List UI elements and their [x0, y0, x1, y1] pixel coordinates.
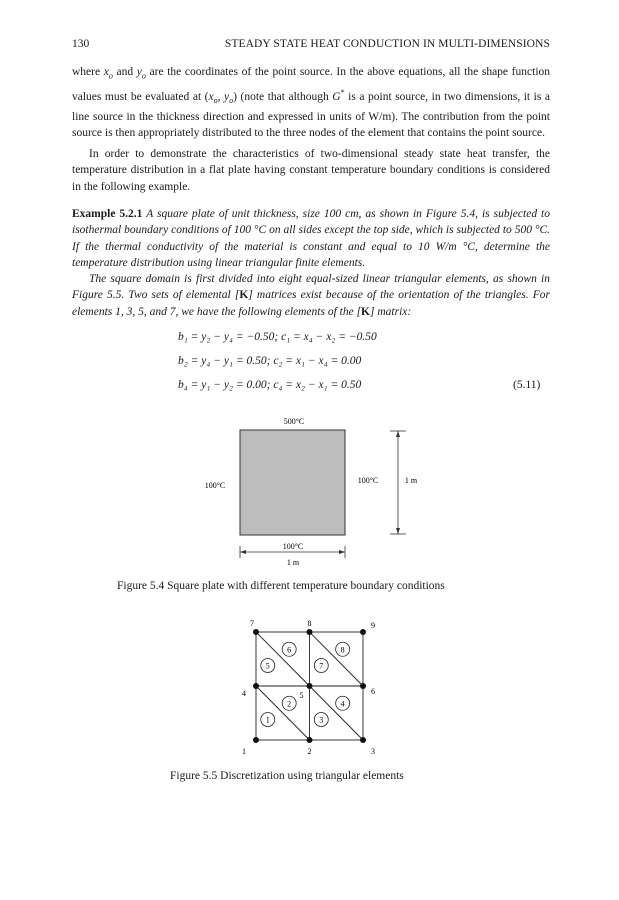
mesh-diagonal-tr: [310, 632, 364, 686]
equation-line-3: b₄ = y₁ − y₂ = 0.00; c₄ = x₂ − x₁ = 0.50: [178, 379, 362, 391]
mesh-node-9: [360, 629, 366, 635]
right-temperature-label: 100°C: [357, 476, 379, 485]
mesh-node-label-1: 1: [242, 747, 246, 756]
width-arrow-right: [339, 550, 345, 554]
element-label-8: 8: [340, 645, 345, 655]
element-label-5: 5: [265, 661, 270, 671]
running-title: STEADY STATE HEAT CONDUCTION IN MULTI-DIMENSIONS: [224, 38, 550, 50]
width-arrow-left: [240, 550, 246, 554]
mesh-node-6: [360, 683, 366, 689]
height-arrow-top: [396, 431, 400, 437]
height-arrow-bottom: [396, 528, 400, 534]
equation-number: (5.11): [513, 379, 541, 391]
mesh-node-1: [253, 737, 259, 743]
mesh-node-7: [253, 629, 259, 635]
width-dimension-label: 1 m: [286, 558, 300, 567]
mesh-node-label-7: 7: [250, 619, 254, 628]
mesh-diagonal-br: [310, 686, 364, 740]
height-dimension-label: 1 m: [404, 476, 418, 485]
mesh-node-4: [253, 683, 259, 689]
equation-line-2: b₂ = y₄ − y₁ = 0.50; c₂ = x₁ − x₄ = 0.00: [178, 355, 362, 367]
bottom-temperature-label: 100°C: [282, 542, 304, 551]
element-label-4: 4: [340, 699, 345, 709]
mesh-node-label-9: 9: [371, 621, 375, 630]
mesh-node-2: [307, 737, 313, 743]
element-label-6: 6: [287, 645, 292, 655]
mesh-diagonal-tl: [256, 632, 310, 686]
element-label-2: 2: [287, 699, 292, 709]
paragraph-domain-division: The square domain is first divided into eight equal-sized linear triangular elements, as shown in Figure 5.5. Two sets of elemental [K] matrices exist because of the orientation of the triangles. For elements 1, 3, 5, and 7, we have the following elements of the [K] matrix:: [72, 273, 550, 318]
element-label-1: 1: [265, 715, 270, 725]
paragraph-intro-example: In order to demonstrate the characteristics of two-dimensional steady state heat transfer, the temperature distribution in a flat plate having constant temperature boundary conditions is considered in the following example.: [72, 148, 550, 193]
example-statement: Example 5.2.1 A square plate of unit thickness, size 100 cm, as shown in Figure 5.4, is subjected to isothermal boundary conditions of 100 °C on all sides except the top side, which is subjected to 500 °C. If the thermal conductivity of the material is constant and equal to 10 W/m °C, determine the temperature distribution using linear triangular finite elements.: [72, 208, 550, 269]
mesh-nodes: [242, 619, 375, 756]
mesh-elements: [261, 642, 350, 726]
mesh-node-5: [307, 683, 313, 689]
mesh-node-label-8: 8: [307, 619, 312, 628]
mesh-node-label-4: 4: [242, 689, 246, 698]
square-plate: [240, 430, 345, 535]
mesh-node-label-2: 2: [307, 747, 312, 756]
mesh-node-3: [360, 737, 366, 743]
element-label-7: 7: [319, 661, 324, 671]
equation-line-1: b₁ = y₂ − y₄ = −0.50; c₁ = x₄ − x₂ = −0.50: [178, 331, 377, 343]
paragraph-point-source: where $x_o$ and $y_o$ are the coordinates of the point source. In the above equations, all the shape function values must be evaluated at ($x_o$, $y_o$) (note that although G* is a point source, in two dimensions, it is a line source in the thickness direction and expressed in units of W/m). The contribution from the point source is then appropriately distributed to the three nodes of the element that contains the point source.: [72, 66, 551, 140]
mesh-node-8: [307, 629, 313, 635]
page-number: 130: [72, 38, 90, 50]
element-label-3: 3: [319, 715, 324, 725]
mesh-node-label-6: 6: [371, 687, 375, 696]
figure-5-4-caption: Figure 5.4 Square plate with different temperature boundary conditions: [117, 580, 445, 592]
example-label: Example 5.2.1: [72, 208, 143, 220]
mesh-node-label-3: 3: [371, 747, 375, 756]
mesh-node-label-5: 5: [299, 691, 304, 700]
figure-5-5-caption: Figure 5.5 Discretization using triangular elements: [170, 770, 404, 782]
left-temperature-label: 100°C: [204, 481, 226, 490]
top-temperature-label: 500°C: [283, 417, 305, 426]
